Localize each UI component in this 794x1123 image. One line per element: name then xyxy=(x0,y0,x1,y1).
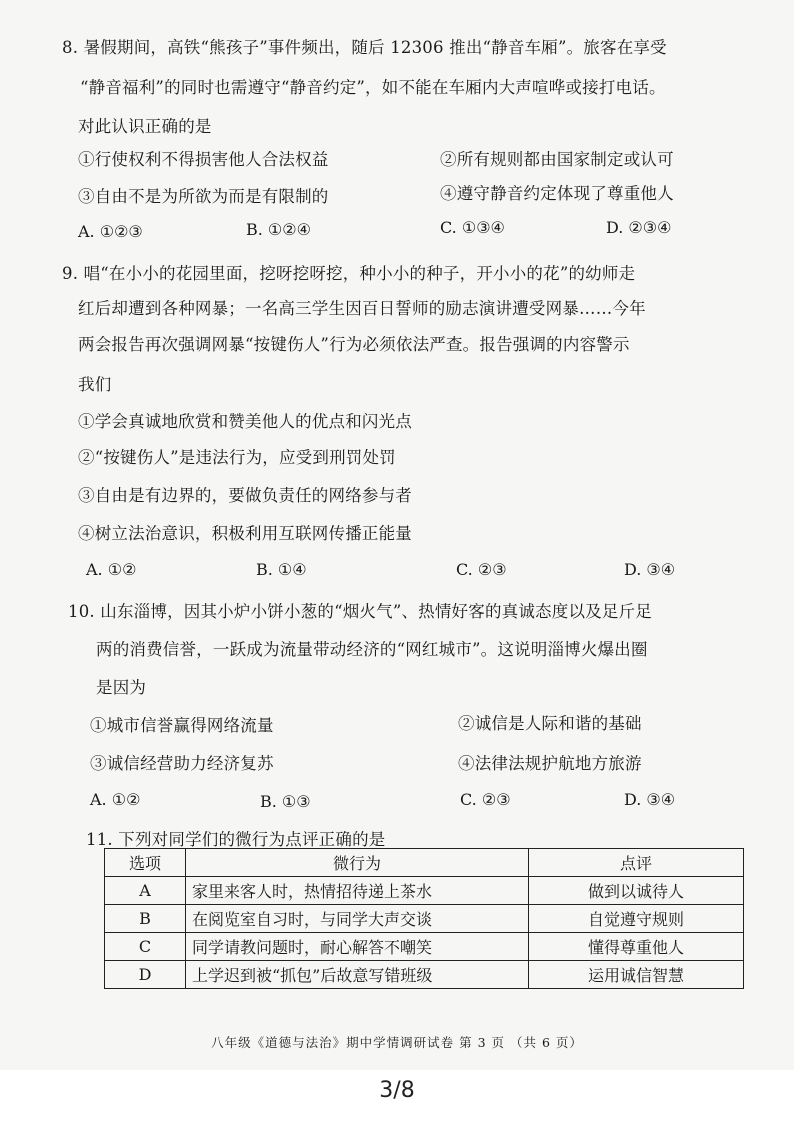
q10-stem-line-2: 两的消费信誉，一跃成为流量带动经济的“网红城市”。这说明淄博火爆出圈 xyxy=(96,640,648,659)
page-footer: 八年级《道德与法治》期中学情调研试卷 第 3 页 （共 6 页） xyxy=(211,1035,583,1050)
q11-behavior-table xyxy=(104,848,744,989)
q9-statement-2: ②“按键伤人”是违法行为，应受到刑罚处罚 xyxy=(78,448,396,467)
q8-statement-3: ③自由不是为所欲为而是有限制的 xyxy=(78,187,329,206)
table-cell-option: D xyxy=(105,961,186,989)
table-row xyxy=(105,877,744,905)
q8-stem-line-2: “静音福利”的同时也需遵守“静音约定”，如不能在车厢内大声喧哗或接打电话。 xyxy=(80,78,666,97)
q10-option-a: A. ①② xyxy=(90,790,141,809)
q8-stem-line-1: 8. 暑假期间，高铁“熊孩子”事件频出，随后 12306 推出“静音车厢”。旅客在享受 xyxy=(62,38,667,57)
q10-option-d: D. ③④ xyxy=(624,790,676,809)
table-cell-comment: 运用诚信智慧 xyxy=(529,961,744,989)
q8-option-c: C. ①③④ xyxy=(440,218,505,237)
q10-stem-line-3: 是因为 xyxy=(96,678,147,697)
q9-statement-1: ①学会真诚地欣赏和赞美他人的优点和闪光点 xyxy=(78,412,412,431)
q9-option-d: D. ③④ xyxy=(624,560,676,579)
table-cell-behavior: 同学请教问题时，耐心解答不嘲笑 xyxy=(186,933,529,961)
q8-option-a: A. ①②③ xyxy=(78,222,143,241)
table-cell-option: C xyxy=(105,933,186,961)
table-header-behavior: 微行为 xyxy=(186,849,529,877)
table-row xyxy=(105,905,744,933)
q9-stem-line-4: 我们 xyxy=(78,375,112,394)
q9-option-b: B. ①④ xyxy=(256,560,307,579)
q9-stem-line-1: 9. 唱“在小小的花园里面，挖呀挖呀挖，种小小的种子，开小小的花”的幼师走 xyxy=(62,264,636,283)
table-header-option: 选项 xyxy=(105,849,186,877)
q8-option-d: D. ②③④ xyxy=(606,218,672,237)
q10-option-b: B. ①③ xyxy=(260,792,311,811)
table-cell-option: A xyxy=(105,877,186,905)
q8-stem-line-3: 对此认识正确的是 xyxy=(78,117,212,136)
q8-statement-2: ②所有规则都由国家制定或认可 xyxy=(440,150,674,169)
page-indicator: 3/8 xyxy=(379,1078,415,1103)
q9-stem-line-3: 两会报告再次强调网暴“按键伤人”行为必须依法严查。报告强调的内容警示 xyxy=(78,335,630,354)
table-cell-comment: 自觉遵守规则 xyxy=(529,905,744,933)
table-header-comment: 点评 xyxy=(529,849,744,877)
table-header-row xyxy=(105,849,744,877)
q10-statement-3: ③诚信经营助力经济复苏 xyxy=(90,754,274,773)
q8-statement-1: ①行使权利不得损害他人合法权益 xyxy=(78,150,329,169)
q10-stem-line-1: 10. 山东淄博，因其小炉小饼小葱的“烟火气”、热情好客的真诚态度以及足斤足 xyxy=(68,602,652,621)
table-cell-comment: 做到以诚待人 xyxy=(529,877,744,905)
q10-statement-1: ①城市信誉赢得网络流量 xyxy=(90,716,274,735)
q10-option-c: C. ②③ xyxy=(460,790,511,809)
q10-statement-2: ②诚信是人际和谐的基础 xyxy=(458,714,642,733)
q8-statement-4: ④遵守静音约定体现了尊重他人 xyxy=(440,184,674,203)
q9-option-a: A. ①② xyxy=(86,560,137,579)
table-cell-behavior: 在阅览室自习时，与同学大声交谈 xyxy=(186,905,529,933)
table-cell-comment: 懂得尊重他人 xyxy=(529,933,744,961)
q9-stem-line-2: 红后却遭到各种网暴；一名高三学生因百日誓师的励志演讲遭受网暴……今年 xyxy=(78,299,646,318)
q9-option-c: C. ②③ xyxy=(456,560,507,579)
table-cell-option: B xyxy=(105,905,186,933)
table-cell-behavior: 上学迟到被“抓包”后故意写错班级 xyxy=(186,961,529,989)
q10-statement-4: ④法律法规护航地方旅游 xyxy=(458,754,642,773)
table-row xyxy=(105,961,744,989)
q8-option-b: B. ①②④ xyxy=(246,220,311,239)
table-row xyxy=(105,933,744,961)
q9-statement-3: ③自由是有边界的，要做负责任的网络参与者 xyxy=(78,486,412,505)
q9-statement-4: ④树立法治意识，积极利用互联网传播正能量 xyxy=(78,524,412,543)
table-cell-behavior: 家里来客人时，热情招待递上茶水 xyxy=(186,877,529,905)
q11-stem-line-1: 11. 下列对同学们的微行为点评正确的是 xyxy=(86,830,386,849)
